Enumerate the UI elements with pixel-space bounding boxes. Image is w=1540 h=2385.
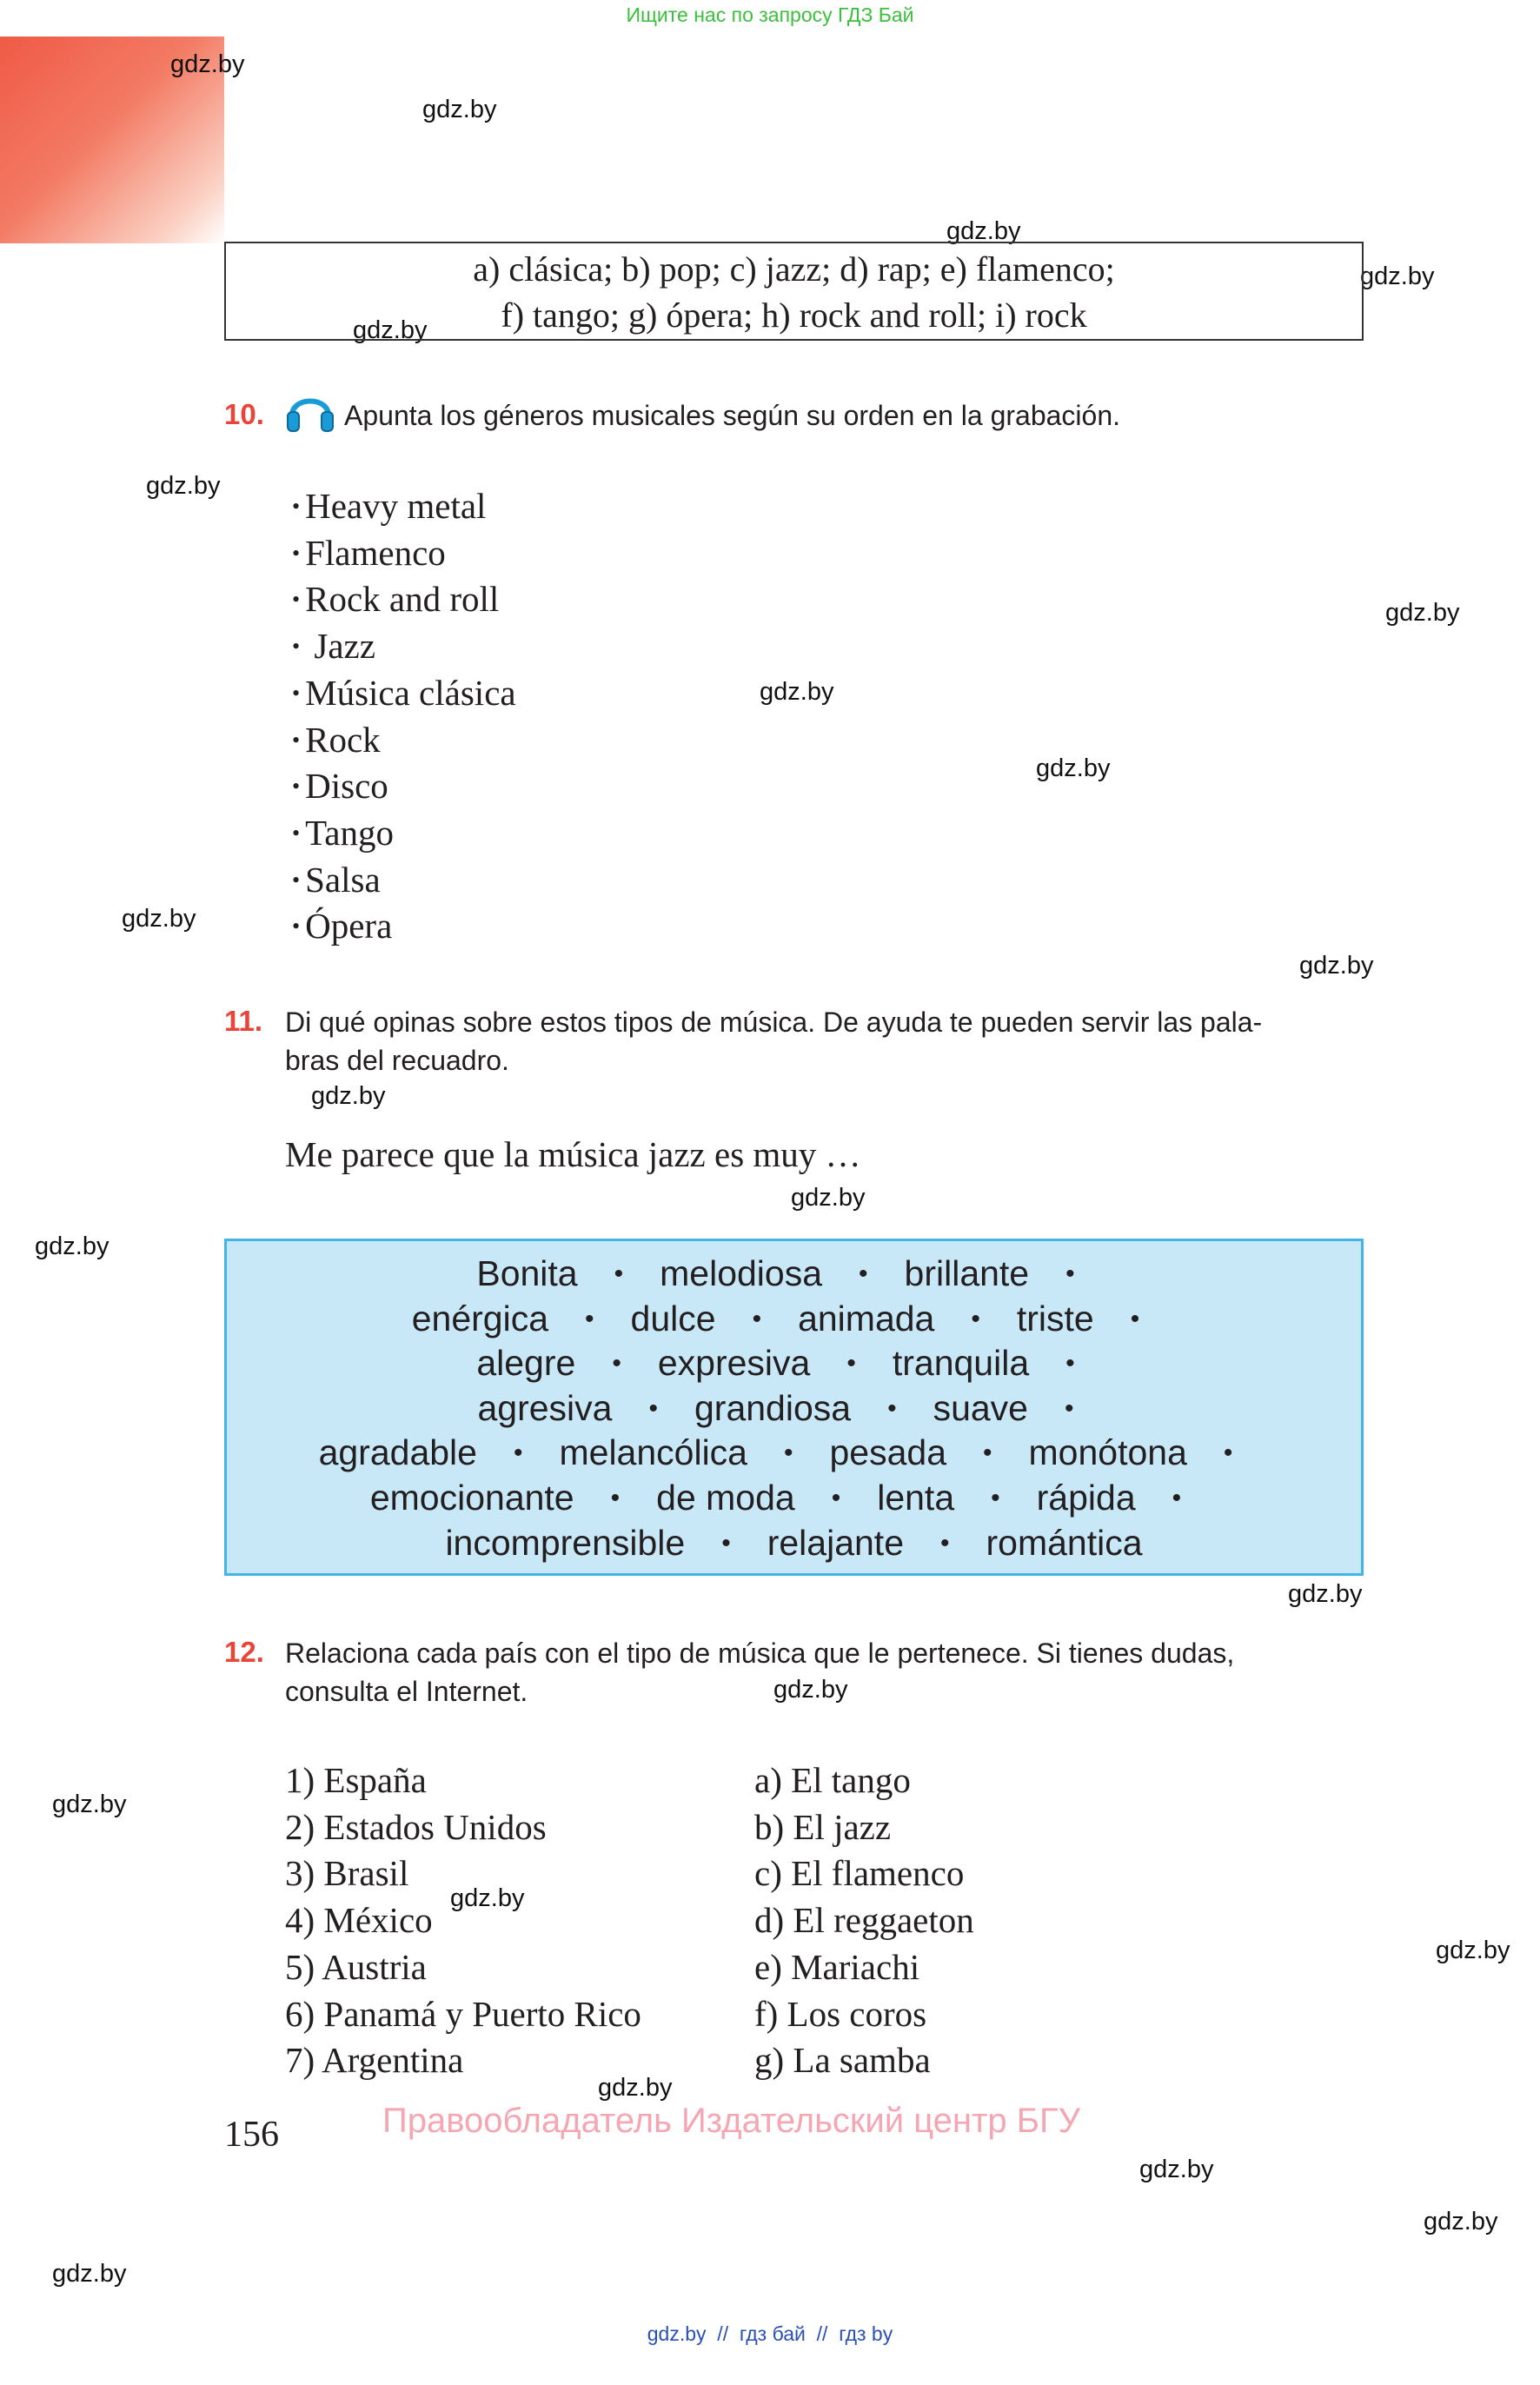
list-item: • Flamenco [292,532,446,573]
genre-options-box [224,242,1364,341]
exercise-number: 10. [224,398,264,430]
adjective-row: enérgica • dulce • animada • triste • [411,1298,1140,1339]
adjective-row: incomprensible • relajante • romántica [445,1522,1143,1563]
country-item: 7) Argentina [285,2040,464,2081]
watermark: gdz.by [52,1790,127,1818]
exercise-number: 12. [224,1636,264,1668]
list-item: • Tango [292,812,394,853]
music-item: f) Los coros [754,1993,927,2034]
list-item: • Salsa [292,859,381,900]
exercise-instruction: Apunta los géneros musicales según su orden en la grabación. [344,400,1121,431]
music-item: e) Mariachi [754,1946,920,1987]
exercise-instruction: Di qué opinas sobre estos tipos de música. De ayuda te pueden servir las pala- bras del recuadro. [285,1006,1263,1076]
watermark: gdz.by [1385,599,1460,627]
music-item: g) La samba [754,2040,931,2081]
watermark: gdz.by [450,1884,525,1912]
list-item: • Disco [292,766,388,807]
watermark: gdz.by [1299,952,1374,980]
exercise-number: 11. [224,1005,263,1037]
list-item: • Jazz [292,626,375,667]
country-item: 3) Brasil [285,1853,409,1894]
watermark: gdz.by [791,1184,866,1212]
watermark: gdz.by [311,1082,386,1110]
exercise-instruction: Relaciona cada país con el tipo de música que le pertenece. Si tienes dudas, consulta el Internet. [285,1638,1235,1707]
genre-options-line: a) clásica; b) pop; c) jazz; d) rap; e) flamenco; [473,249,1115,289]
headphones-icon [285,386,335,435]
genre-list [292,483,516,950]
country-item: 2) Estados Unidos [285,1806,547,1847]
rights-notice: Правообладатель Издательский центр БГУ [382,2102,1081,2140]
list-item: • Heavy metal [292,486,487,526]
country-item: 1) España [285,1760,427,1800]
watermark: gdz.by [422,96,497,123]
genre-options-line: f) tango; g) ópera; h) rock and roll; i) rock [501,296,1087,335]
countries-column [285,1757,641,2084]
adjective-row: agradable • melancólica • pesada • monótona • [318,1432,1233,1473]
watermark: gdz.by [1436,1937,1510,1964]
bottom-links[interactable]: gdz.by // гдз бай // гдз by [647,2322,893,2345]
list-item: • Música clásica [292,672,516,713]
watermark: gdz.by [1360,262,1435,290]
watermark: gdz.by [1139,2156,1214,2183]
country-item: 6) Panamá y Puerto Rico [285,1993,641,2034]
page-number: 156 [224,2115,279,2155]
watermark: gdz.by [1424,2208,1498,2236]
watermark: gdz.by [773,1676,848,1704]
watermark: gdz.by [35,1232,110,1260]
adjective-row: Bonita • melodiosa • brillante • [476,1253,1075,1293]
watermark: gdz.by [1288,1580,1363,1608]
adjective-row: agresiva • grandiosa • suave • [477,1387,1074,1428]
watermark: gdz.by [946,217,1021,245]
watermark: gdz.by [353,316,428,344]
sample-sentence: Me parece que la música jazz es muy … [285,1134,861,1174]
watermark: gdz.by [170,50,245,78]
music-item: b) El jazz [754,1806,892,1847]
music-item: a) El tango [754,1760,911,1800]
music-item: c) El flamenco [754,1853,965,1894]
adjective-row: emocionante • de moda • lenta • rápida • [369,1477,1182,1518]
list-item: • Rock [292,719,381,760]
top-banner[interactable]: Ищите нас по запросу ГДЗ Бай [626,3,914,26]
list-item: • Ópera [292,906,393,947]
list-item: • Rock and roll [292,579,500,620]
country-item: 4) México [285,1900,433,1941]
watermark: gdz.by [146,472,221,500]
country-item: 5) Austria [285,1946,427,1987]
music-item: d) El reggaeton [754,1900,974,1941]
watermark: gdz.by [598,2074,673,2102]
watermark: gdz.by [122,905,196,933]
adjective-row: alegre • expresiva • tranquila • [476,1343,1075,1384]
watermark: gdz.by [52,2260,127,2288]
watermark: gdz.by [760,678,834,706]
adjectives-box [224,1239,1364,1576]
music-column [754,1757,974,2084]
watermark: gdz.by [1036,754,1111,782]
